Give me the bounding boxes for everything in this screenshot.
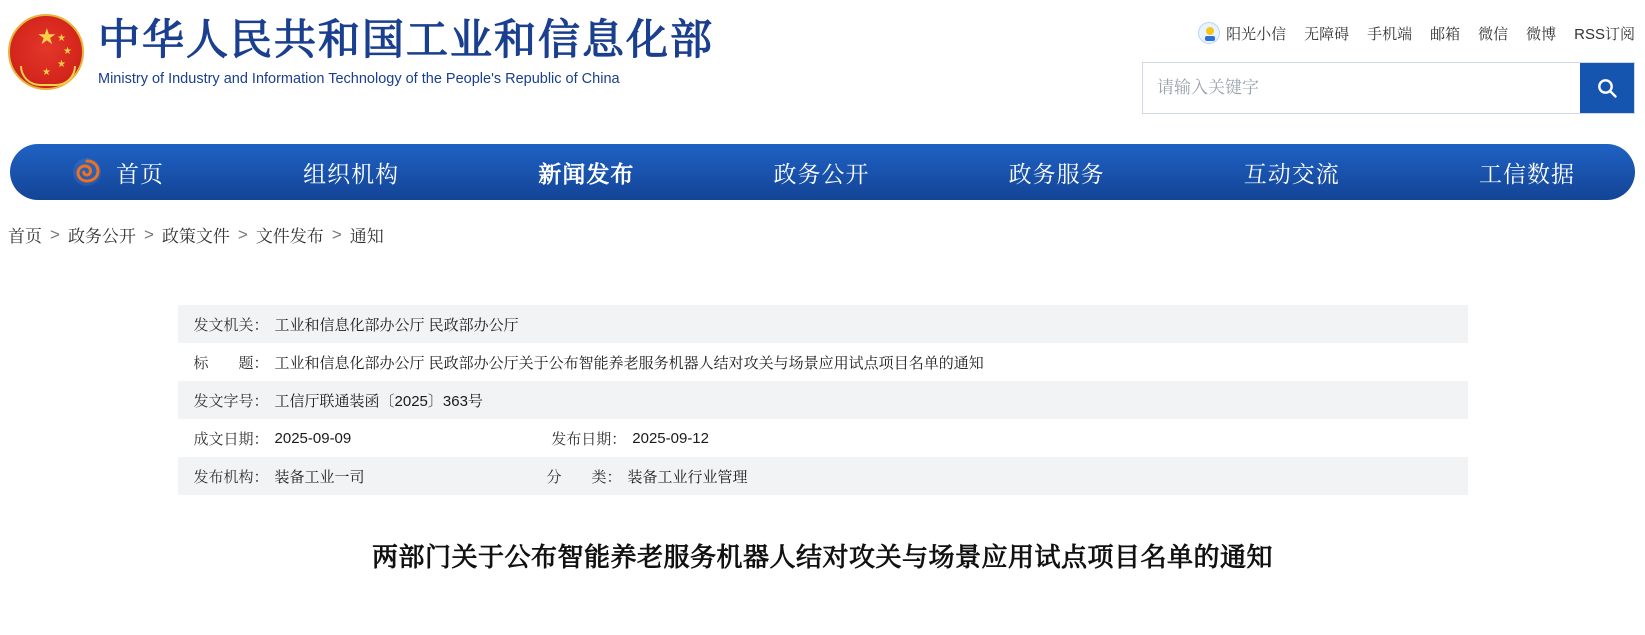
breadcrumb-item-home[interactable]: 首页 bbox=[8, 227, 42, 246]
breadcrumb-separator: > bbox=[331, 224, 342, 244]
breadcrumb-item-document-release[interactable]: 文件发布 bbox=[255, 227, 324, 246]
top-link-weibo[interactable]: 微博 bbox=[1526, 25, 1557, 43]
meta-label-publisher: 发布机构： bbox=[193, 468, 269, 486]
breadcrumb-item-government-affairs[interactable]: 政务公开 bbox=[67, 227, 136, 246]
meta-label-issuing-agency: 发文机关： bbox=[193, 316, 269, 334]
search-button[interactable] bbox=[1580, 63, 1634, 113]
meta-value-title: 工业和信息化部办公厅 民政部办公厅关于公布智能养老服务机器人结对攻关与场景应用试点项目名单的通知 bbox=[274, 354, 984, 372]
document-meta-table bbox=[178, 305, 1468, 495]
top-link-wechat[interactable]: 微信 bbox=[1478, 25, 1509, 43]
nav-item-home[interactable]: 首页 bbox=[116, 161, 164, 187]
site-title-cn: 中华人民共和国工业和信息化部 bbox=[98, 18, 715, 65]
meta-row-issuing-agency bbox=[178, 305, 1468, 343]
top-link-mail[interactable]: 邮箱 bbox=[1430, 25, 1461, 43]
breadcrumb-item-policy-documents[interactable]: 政策文件 bbox=[161, 227, 230, 246]
meta-value-formation-date: 2025-09-09 bbox=[274, 429, 352, 447]
meta-label-publish-date: 发布日期： bbox=[551, 430, 627, 448]
meta-label-doc-number: 发文字号： bbox=[193, 392, 269, 410]
top-link-accessibility[interactable]: 无障碍 bbox=[1304, 25, 1350, 43]
top-link-mobile[interactable]: 手机端 bbox=[1367, 25, 1413, 43]
nav-item-news[interactable]: 新闻发布 bbox=[538, 161, 635, 187]
meta-publish-date-group bbox=[551, 428, 709, 449]
meta-value-publish-date: 2025-09-12 bbox=[632, 429, 709, 447]
site-header bbox=[0, 0, 1645, 130]
nav-item-services[interactable]: 政务服务 bbox=[1008, 161, 1105, 187]
meta-label-formation-date: 成文日期： bbox=[193, 430, 269, 448]
miit-spiral-logo-icon bbox=[72, 157, 102, 187]
search-icon bbox=[1595, 76, 1619, 100]
top-links bbox=[1198, 22, 1635, 44]
breadcrumb-separator: > bbox=[237, 224, 248, 244]
meta-row-title bbox=[178, 343, 1468, 381]
nav-item-government-affairs[interactable]: 政务公开 bbox=[773, 161, 870, 187]
breadcrumb bbox=[8, 222, 1645, 247]
national-emblem-icon: ★ ★ ★ ★ ★ bbox=[8, 14, 84, 90]
top-link-sunshine[interactable]: 阳光小信 bbox=[1226, 25, 1287, 43]
meta-row-doc-number bbox=[178, 381, 1468, 419]
nav-item-data[interactable]: 工信数据 bbox=[1478, 161, 1575, 187]
nav-item-organization[interactable]: 组织机构 bbox=[303, 161, 400, 187]
meta-label-category: 分 类： bbox=[546, 468, 622, 486]
nav-items bbox=[68, 156, 1635, 189]
breadcrumb-separator: > bbox=[50, 224, 60, 244]
breadcrumb-item-notice[interactable]: 通知 bbox=[349, 227, 384, 246]
search-input[interactable] bbox=[1143, 63, 1580, 113]
sunshine-assistant-icon[interactable] bbox=[1198, 22, 1220, 44]
meta-value-doc-number: 工信厅联通装函〔2025〕363号 bbox=[274, 392, 483, 410]
meta-row-dates bbox=[178, 419, 1468, 457]
breadcrumb-separator: > bbox=[143, 224, 154, 244]
main-nav bbox=[10, 144, 1635, 200]
brand-titles bbox=[98, 17, 714, 86]
meta-row-publisher-category bbox=[178, 457, 1468, 495]
meta-value-issuing-agency: 工业和信息化部办公厅 民政部办公厅 bbox=[274, 316, 519, 334]
site-brand[interactable] bbox=[8, 14, 714, 90]
document-title: 两部门关于公布智能养老服务机器人结对攻关与场景应用试点项目名单的通知 bbox=[371, 542, 1273, 572]
search-box bbox=[1142, 62, 1635, 114]
top-link-rss[interactable]: RSS订阅 bbox=[1574, 25, 1635, 43]
meta-label-title: 标 题： bbox=[193, 354, 269, 372]
meta-value-publisher: 装备工业一司 bbox=[274, 468, 365, 486]
meta-value-category: 装备工业行业管理 bbox=[627, 468, 748, 486]
nav-item-interaction[interactable]: 互动交流 bbox=[1243, 161, 1340, 187]
site-title-en: Ministry of Industry and Information Technology of the People's Republic of China bbox=[98, 70, 620, 87]
meta-category-group bbox=[547, 466, 748, 487]
